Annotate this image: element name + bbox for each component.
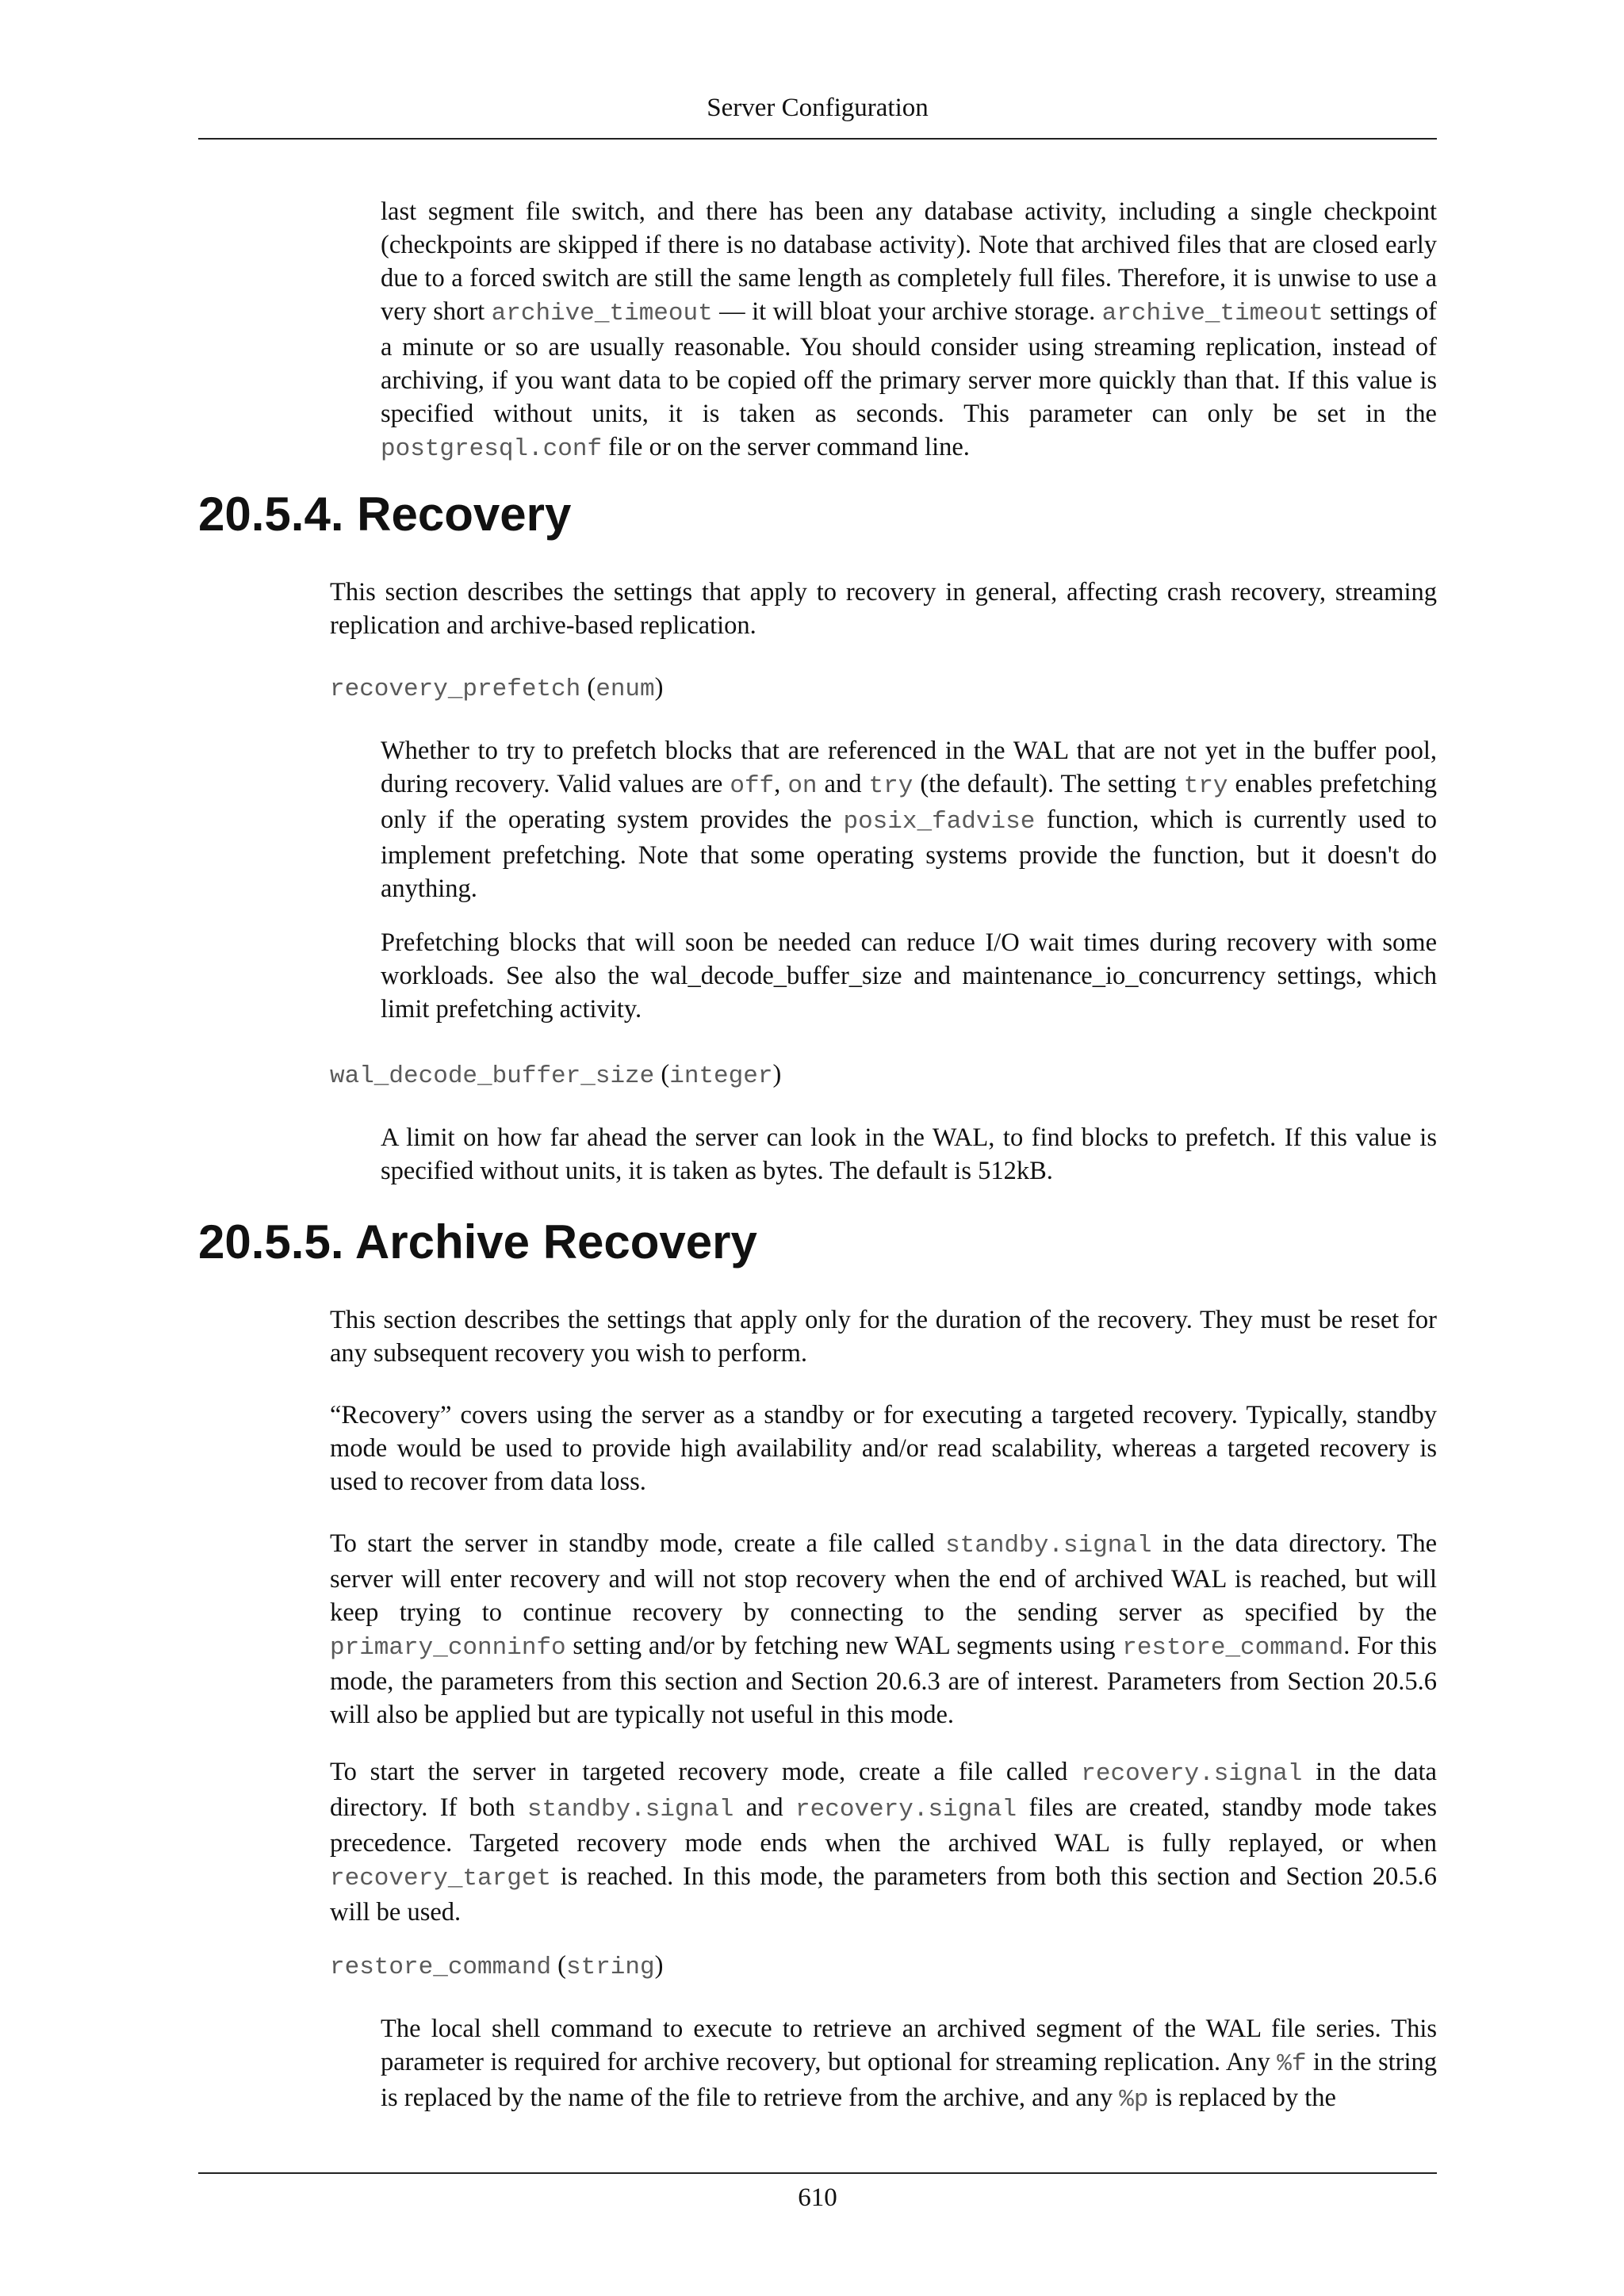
code-restore-command: restore_command [1122, 1634, 1344, 1662]
text-run: file or on the server command line. [602, 433, 970, 461]
text-run: enables prefetching only if the operating system provides the [381, 770, 1437, 834]
archive-paragraph-1: This section describes the settings that apply only for the duration of the recovery. They must be reset for any subsequent recovery you wish to perform. [330, 1306, 1437, 1368]
term-restore-command [330, 1949, 663, 1984]
archive-paragraph-3 [330, 1527, 1437, 1732]
text-run: function, which is currently used to implement prefetching. Note that some operating systems provide the function, but it doesn't do anything. [381, 806, 1437, 903]
code-value: try [1183, 772, 1228, 800]
text-run: The local shell command to execute to retrieve an archived segment of the WAL file series. This parameter is required for archive recovery, but optional for streaming replication. Any [381, 2015, 1437, 2076]
archive-paragraph-2: “Recovery” covers using the server as a standby or for executing a targeted recovery. Typically, standby mode would be used to provide high availability and/or read scalability, whereas a targeted recovery is used to recover from data loss. [330, 1401, 1437, 1496]
text-run: . For this mode, the parameters from this section and Section 20.6.3 are of interest. Parameters from Section 20.5.6 will also be applied but are typically not useful in this mode. [330, 1632, 1437, 1729]
term-paren: ) [772, 1060, 782, 1089]
term-name: wal_decode_buffer_size [330, 1062, 655, 1090]
page-number: 610 [798, 2183, 837, 2212]
term-name: restore_command [330, 1954, 552, 1981]
code-value: off [730, 772, 775, 800]
code-recovery-signal: recovery.signal [1081, 1760, 1303, 1788]
text-run: To start the server in targeted recovery mode, create a file called [330, 1758, 1082, 1786]
code-archive-timeout: archive_timeout [491, 300, 713, 327]
term-paren: ( [580, 673, 596, 702]
text-run: setting and/or by fetching new WAL segments using [565, 1632, 1123, 1660]
text-run: — it will bloat your archive storage. [712, 297, 1102, 326]
code-primary-conninfo: primary_conninfo [330, 1634, 566, 1662]
text-run: is replaced by the [1148, 2084, 1336, 2112]
text-run: in the string is replaced by the name of the file to retrieve from the archive, and any [381, 2048, 1437, 2112]
term-paren: ) [654, 673, 664, 702]
text-run: , [774, 770, 788, 798]
term-recovery-prefetch [330, 671, 663, 706]
term-paren: ( [551, 1951, 566, 1980]
section-heading-recovery: 20.5.4. Recovery [198, 488, 572, 541]
text-run: (the default). The setting [913, 770, 1184, 798]
term-type: integer [669, 1062, 773, 1090]
recovery-prefetch-paragraph [381, 734, 1437, 905]
recovery-description: This section describes the settings that apply to recovery in general, affecting crash recovery, streaming replication and archive-based replication. [330, 578, 1437, 640]
text-run: is reached. In this mode, the parameters from both this section and Section 20.5.6 will be used. [330, 1862, 1437, 1927]
term-type: enum [596, 675, 655, 703]
text-run: in the data directory. The server will enter recovery and will not stop recovery when the end of archived WAL is reached, but will keep trying to continue recovery by connecting to the sending server as specified by the [330, 1529, 1437, 1627]
wal-decode-paragraph: A limit on how far ahead the server can look in the WAL, to find blocks to prefetch. If this value is specified without units, it is taken as bytes. The default is 512kB. [381, 1123, 1437, 1185]
code-recovery-target: recovery_target [330, 1865, 552, 1892]
header-rule [198, 138, 1437, 140]
term-paren: ( [654, 1060, 670, 1089]
code-value: try [868, 772, 914, 800]
restore-command-paragraph [381, 2012, 1437, 2117]
code-percent-p: %p [1119, 2086, 1149, 2114]
code-function: posix_fadvise [843, 808, 1036, 836]
intro-paragraph [381, 195, 1437, 466]
text-run: in the data directory. If both [330, 1758, 1437, 1822]
term-wal-decode-buffer-size [330, 1058, 781, 1093]
text-run: and [817, 770, 869, 798]
page-header: Server Configuration [707, 94, 929, 122]
term-type: string [566, 1954, 655, 1981]
term-name: recovery_prefetch [330, 675, 581, 703]
text-run: Whether to try to prefetch blocks that are referenced in the WAL that are not yet in the buffer pool, during recovery. Valid values are [381, 737, 1437, 798]
code-recovery-signal: recovery.signal [795, 1796, 1017, 1823]
code-standby-signal: standby.signal [945, 1532, 1152, 1559]
code-percent-f: %f [1277, 2050, 1307, 2078]
text-run: To start the server in standby mode, create a file called [330, 1529, 946, 1558]
text-run: last segment file switch, and there has been any database activity, including a single checkpoint (checkpoints are skipped if there is no database activity). Note that archived files that are closed early due to a forced switch are still the same length as completely full files. Therefore, it is unwise to use a very short [381, 197, 1437, 326]
section-heading-archive-recovery: 20.5.5. Archive Recovery [198, 1215, 757, 1269]
code-value: on [787, 772, 818, 800]
code-archive-timeout: archive_timeout [1101, 300, 1323, 327]
term-paren: ) [654, 1951, 664, 1980]
text-run: files are created, standby mode takes precedence. Targeted recovery mode ends when the archived WAL is fully replayed, or when [330, 1793, 1437, 1858]
recovery-prefetch-note: Prefetching blocks that will soon be needed can reduce I/O wait times during recovery with some workloads. See also the wal_decode_buffer_size and maintenance_io_concurrency settings, which limit prefetching activity. [381, 928, 1437, 1024]
text-run: settings of a minute or so are usually reasonable. You should consider using streaming replication, instead of archiving, if you want data to be copied off the primary server more quickly than that. If this value is specified without units, it is taken as seconds. This parameter can only be set in the [381, 297, 1437, 428]
code-postgresql-conf: postgresql.conf [381, 435, 603, 463]
footer-rule [198, 2172, 1437, 2174]
archive-paragraph-4 [330, 1755, 1437, 1929]
code-standby-signal: standby.signal [527, 1796, 734, 1823]
text-run: and [733, 1793, 796, 1822]
